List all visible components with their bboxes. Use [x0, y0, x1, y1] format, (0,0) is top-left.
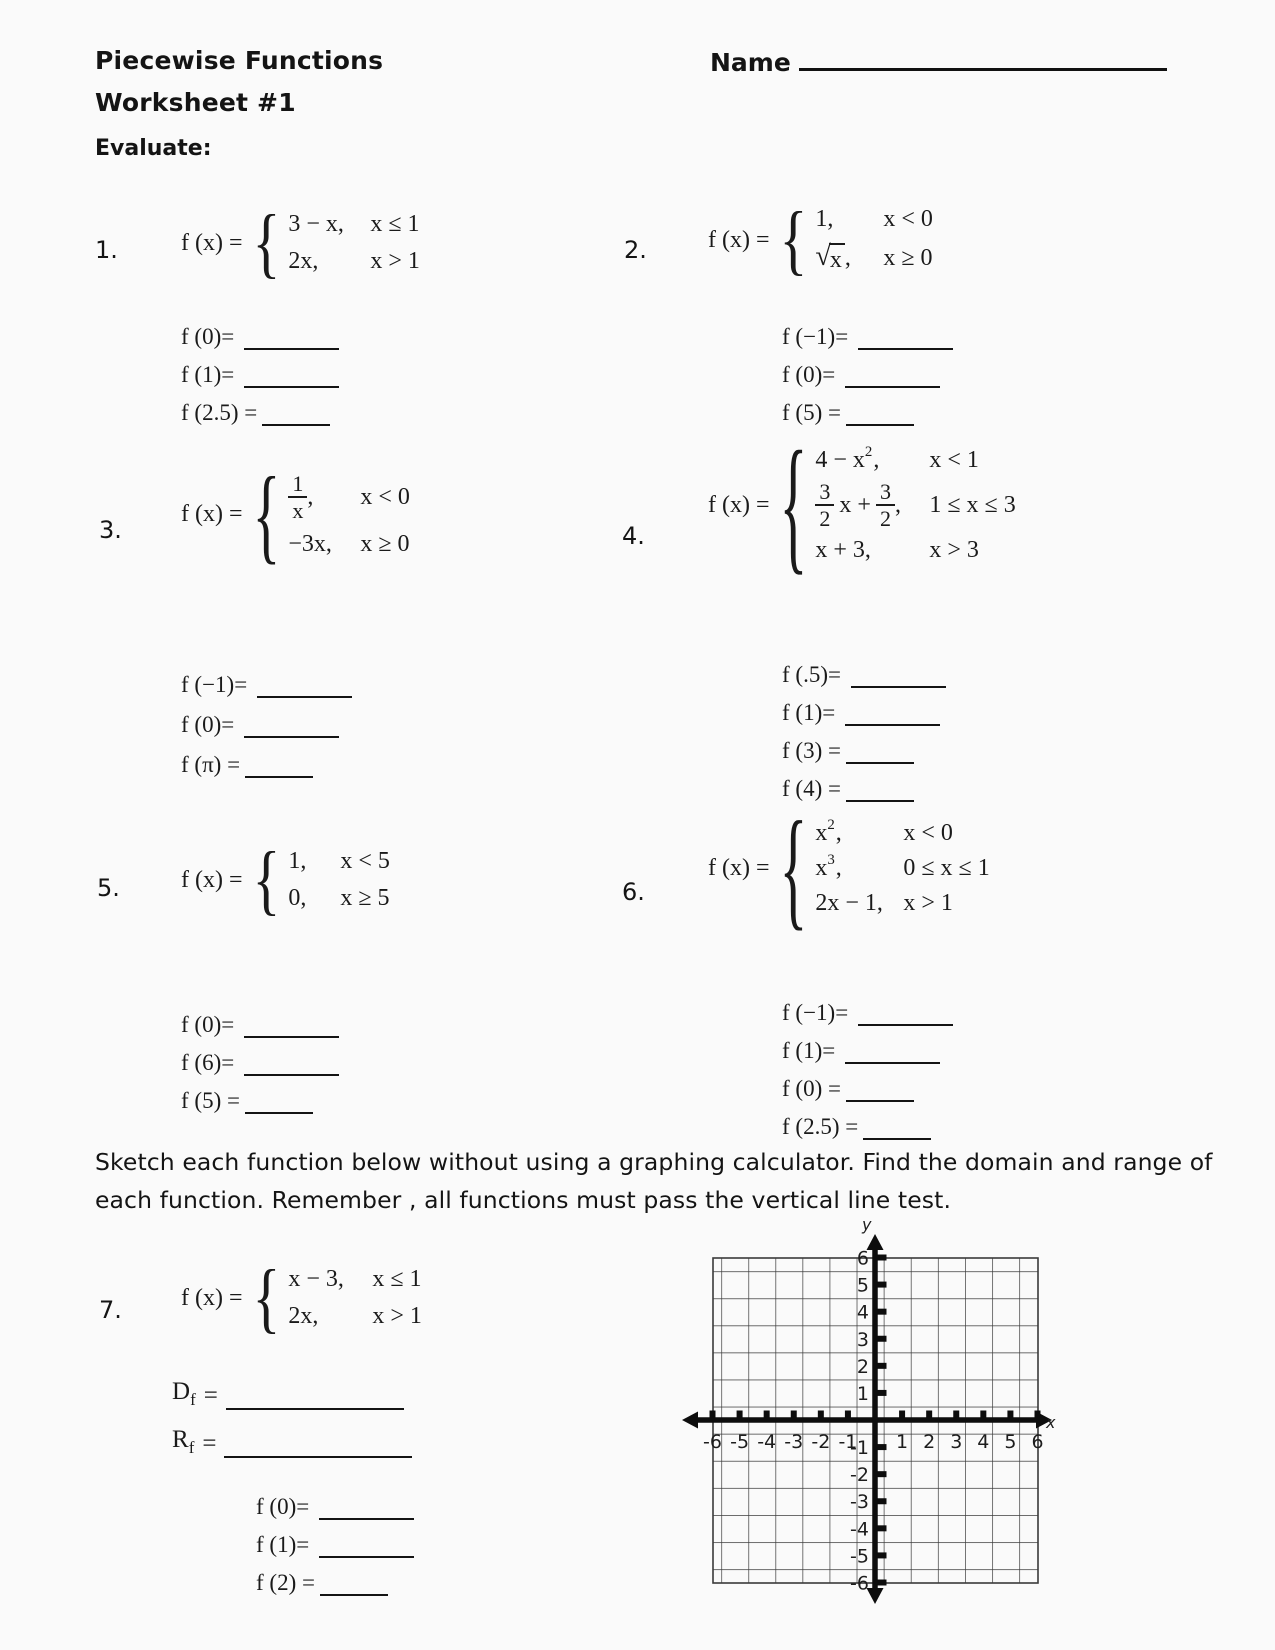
fx-equals: f (x) =	[181, 866, 243, 893]
tick-mark	[878, 1444, 887, 1450]
tick-label: 5	[1004, 1431, 1017, 1453]
tick-mark	[878, 1282, 887, 1288]
answer-blank	[244, 326, 339, 350]
problem-4-formula	[708, 419, 1016, 589]
x-axis-label: x	[1046, 1413, 1056, 1432]
tick-mark	[791, 1411, 797, 1418]
piece	[288, 472, 410, 523]
piece-condition: x < 1	[929, 447, 979, 473]
problem-7-formula	[181, 1253, 422, 1342]
eval-label: f (2.5) =	[181, 400, 258, 425]
eval-label: f (0)=	[782, 362, 836, 387]
y-axis-bottom-arrow-icon	[867, 1588, 884, 1604]
range-blank	[224, 1432, 412, 1458]
tick-mark	[878, 1336, 887, 1342]
tick-label: 1	[856, 1382, 869, 1405]
problem-1-evals	[181, 312, 339, 426]
eval-label: f (0)=	[256, 1494, 310, 1519]
eval-label: f (−1)=	[181, 672, 248, 697]
answer-blank	[863, 1116, 931, 1140]
eval-label: f (0)=	[181, 1012, 235, 1037]
tick-mark	[878, 1525, 887, 1531]
piece-condition: x < 5	[340, 848, 390, 874]
problem-3-evals	[181, 658, 352, 778]
piece	[288, 211, 420, 238]
piece	[815, 443, 1015, 474]
tick-mark	[980, 1411, 986, 1418]
name-label: Name	[710, 48, 791, 77]
title-line-2: Worksheet #1	[95, 88, 296, 117]
piece-condition: 1 ≤ x ≤ 3	[929, 491, 1016, 518]
answer-blank	[245, 754, 313, 778]
piece	[288, 531, 410, 558]
problem-5-number: 5.	[97, 874, 120, 902]
piece-expression: $\frac{3}{2}$ x + $\frac{3}{2}$ ,	[815, 480, 929, 531]
answer-blank	[845, 364, 940, 388]
tick-label: 4	[977, 1431, 990, 1453]
piece-expression: x 2 ,	[815, 816, 842, 846]
piece	[815, 206, 933, 233]
problem-1-formula	[181, 198, 420, 287]
piece-expression: −3x,	[288, 530, 332, 557]
answer-blank	[244, 714, 339, 738]
tick-mark	[878, 1309, 887, 1315]
piece-condition: x ≥ 5	[340, 885, 390, 911]
eval-label: f (2.5) =	[782, 1114, 859, 1139]
piece-condition: x ≥ 0	[360, 530, 410, 557]
answer-blank	[851, 664, 946, 688]
piece-expression: 1,	[815, 206, 834, 232]
piece	[815, 537, 1015, 564]
piece	[815, 243, 933, 274]
piece	[288, 1303, 422, 1330]
problem-2-number: 2.	[624, 236, 647, 264]
piece-expression: $\frac{1}{x}$ ,	[288, 472, 360, 523]
tick-label: 2	[923, 1431, 936, 1453]
problem-7-number: 7.	[99, 1296, 122, 1324]
problem-6-formula	[708, 792, 990, 943]
fx-equals: f (x) =	[708, 855, 770, 881]
piece-expression: 2x,	[288, 1303, 319, 1329]
answer-blank	[845, 702, 940, 726]
coordinate-grid	[640, 1190, 1070, 1620]
range-line: $R_f$ =	[172, 1426, 412, 1458]
fx-equals: f (x) =	[181, 1284, 243, 1311]
problem-2-formula	[708, 195, 933, 284]
problem-7-evals	[256, 1482, 414, 1596]
problem-6-evals	[782, 988, 953, 1140]
title-line-1: Piecewise Functions	[95, 46, 384, 75]
piece-expression: 1,	[288, 848, 307, 874]
left-brace-icon: {	[252, 198, 281, 287]
tick-label: 1	[896, 1431, 909, 1453]
page-title	[95, 40, 383, 124]
eval-label: f (0)=	[181, 324, 235, 349]
fx-equals: f (x) =	[181, 501, 243, 528]
tick-mark	[878, 1498, 887, 1504]
problem-1-number: 1.	[95, 236, 118, 264]
problem-4-number: 4.	[622, 522, 645, 550]
sketch-instructions-line-1: Sketch each function below without using a graphing calculator. Find the domain and range of	[95, 1148, 1213, 1176]
piece-expression: 2x − 1,	[815, 890, 883, 916]
name-field	[710, 44, 1167, 77]
eval-label: f (1)=	[181, 362, 235, 387]
tick-mark	[878, 1363, 887, 1369]
tick-label: -1	[838, 1431, 858, 1453]
eval-label: f (6)=	[181, 1050, 235, 1075]
tick-label: -2	[850, 1464, 869, 1487]
piece-condition: x > 1	[903, 890, 953, 916]
piece-expression: x − 3,	[288, 1266, 344, 1292]
range-label: $R_f$	[172, 1426, 195, 1457]
domain-blank	[226, 1384, 404, 1410]
answer-blank	[244, 1052, 339, 1076]
tick-mark	[845, 1411, 851, 1418]
eval-label: f (5) =	[782, 400, 841, 425]
piece-expression: x + 3,	[815, 536, 871, 563]
piece-expression: 3 − x,	[288, 211, 344, 237]
eval-label: f (.5)=	[782, 662, 841, 687]
name-blank-line	[799, 44, 1167, 71]
piece	[288, 848, 390, 875]
problem-4-evals	[782, 650, 946, 802]
tick-mark	[878, 1552, 887, 1558]
tick-label: -2	[811, 1431, 831, 1453]
domain-line: $D_f$ =	[172, 1378, 404, 1410]
answer-blank	[244, 1014, 339, 1038]
eval-label: f (1)=	[256, 1532, 310, 1557]
piece-condition: x ≤ 1	[372, 1266, 422, 1292]
eval-label: f (−1)=	[782, 324, 849, 349]
piece	[288, 1266, 422, 1293]
fx-equals: f (x) =	[708, 491, 770, 518]
tick-mark	[1034, 1411, 1040, 1418]
answer-blank	[245, 1090, 313, 1114]
y-axis-top-arrow-icon	[867, 1234, 884, 1250]
tick-mark	[764, 1411, 770, 1418]
tick-label: 6	[1031, 1431, 1044, 1453]
piece-condition: x > 3	[929, 536, 979, 563]
evaluate-heading: Evaluate:	[95, 136, 212, 161]
domain-label: $D_f$	[172, 1378, 196, 1409]
tick-label: -5	[730, 1431, 750, 1453]
tick-label: -4	[850, 1518, 869, 1541]
eval-label: f (0) =	[782, 1076, 841, 1101]
left-brace-icon: {	[779, 195, 808, 284]
tick-mark	[899, 1411, 905, 1418]
tick-mark	[818, 1411, 824, 1418]
eval-label: f (3) =	[782, 738, 841, 763]
piece-condition: x < 0	[883, 206, 933, 232]
tick-mark	[878, 1390, 887, 1396]
piece-condition: x > 1	[370, 248, 420, 274]
tick-mark	[926, 1411, 932, 1418]
left-brace-icon: {	[779, 792, 808, 943]
tick-label: 3	[950, 1431, 963, 1453]
problem-6-number: 6.	[622, 878, 645, 906]
problem-5-evals	[181, 1000, 339, 1114]
piece-condition: x ≤ 1	[370, 211, 420, 237]
tick-mark	[878, 1255, 887, 1261]
answer-blank	[858, 326, 953, 350]
left-brace-icon: {	[252, 1253, 281, 1342]
piece-expression: 2x,	[288, 248, 319, 274]
problem-2-evals	[782, 312, 953, 426]
answer-blank	[845, 1040, 940, 1064]
piece-expression: 0,	[288, 885, 307, 911]
answer-blank	[257, 674, 352, 698]
answer-blank	[858, 1002, 953, 1026]
answer-blank	[319, 1496, 414, 1520]
tick-label: 3	[856, 1328, 869, 1351]
eval-label: f (4) =	[782, 776, 841, 801]
piece-expression: x 3 ,	[815, 851, 842, 881]
tick-mark	[737, 1411, 743, 1418]
piece	[815, 890, 989, 917]
piece	[288, 248, 420, 275]
eval-label: f (2) =	[256, 1570, 315, 1595]
piece-condition: x > 1	[372, 1303, 422, 1329]
answer-blank	[846, 740, 914, 764]
x-axis-left-arrow-icon	[682, 1412, 698, 1429]
tick-label: 4	[856, 1301, 869, 1324]
tick-mark	[1007, 1411, 1013, 1418]
tick-mark	[710, 1411, 716, 1418]
answer-blank	[244, 364, 339, 388]
piece	[815, 480, 1015, 531]
answer-blank	[320, 1572, 388, 1596]
fx-equals: f (x) =	[708, 226, 770, 253]
left-brace-icon: {	[252, 453, 281, 575]
tick-label: -4	[757, 1431, 777, 1453]
problem-3-number: 3.	[99, 516, 122, 544]
left-brace-icon: {	[779, 419, 808, 589]
left-brace-icon: {	[252, 835, 281, 924]
tick-mark	[953, 1411, 959, 1418]
tick-label: -3	[784, 1431, 804, 1453]
answer-blank	[262, 402, 330, 426]
tick-label: -6	[850, 1572, 869, 1595]
tick-label: 6	[856, 1247, 869, 1270]
tick-label: 5	[856, 1274, 869, 1297]
problem-3-formula	[181, 453, 410, 575]
fx-equals: f (x) =	[181, 229, 243, 256]
radical-icon: √	[815, 241, 831, 272]
eval-label: f (1)=	[782, 1038, 836, 1063]
piece	[815, 816, 989, 847]
answer-blank	[846, 1078, 914, 1102]
tick-label: -3	[850, 1491, 869, 1514]
piece	[815, 851, 990, 882]
tick-label: -1	[850, 1437, 869, 1460]
answer-blank	[846, 402, 914, 426]
piece-condition: x < 0	[903, 820, 953, 846]
piece	[288, 885, 390, 912]
piece-condition: x ≥ 0	[883, 245, 933, 271]
piece-expression: 4 − x 2 ,	[815, 443, 880, 473]
eval-label: f (1)=	[782, 700, 836, 725]
problem-5-formula	[181, 835, 390, 924]
piece-condition: 0 ≤ x ≤ 1	[903, 855, 990, 881]
eval-label: f (π) =	[181, 752, 241, 777]
tick-mark	[878, 1471, 887, 1477]
eval-label: f (5) =	[181, 1088, 240, 1113]
tick-label: 2	[856, 1355, 869, 1378]
answer-blank	[319, 1534, 414, 1558]
answer-blank	[846, 778, 914, 802]
tick-label: -6	[703, 1431, 722, 1453]
y-axis-label: y	[862, 1215, 872, 1234]
eval-label: f (0)=	[181, 712, 235, 737]
tick-label: -5	[850, 1545, 869, 1568]
sketch-instructions-line-2: each function. Remember , all functions must pass the vertical line test.	[95, 1186, 952, 1214]
piece-condition: x < 0	[360, 483, 410, 510]
piece-expression: √ x ,	[815, 241, 851, 273]
tick-mark	[878, 1579, 887, 1585]
eval-label: f (−1)=	[782, 1000, 849, 1025]
